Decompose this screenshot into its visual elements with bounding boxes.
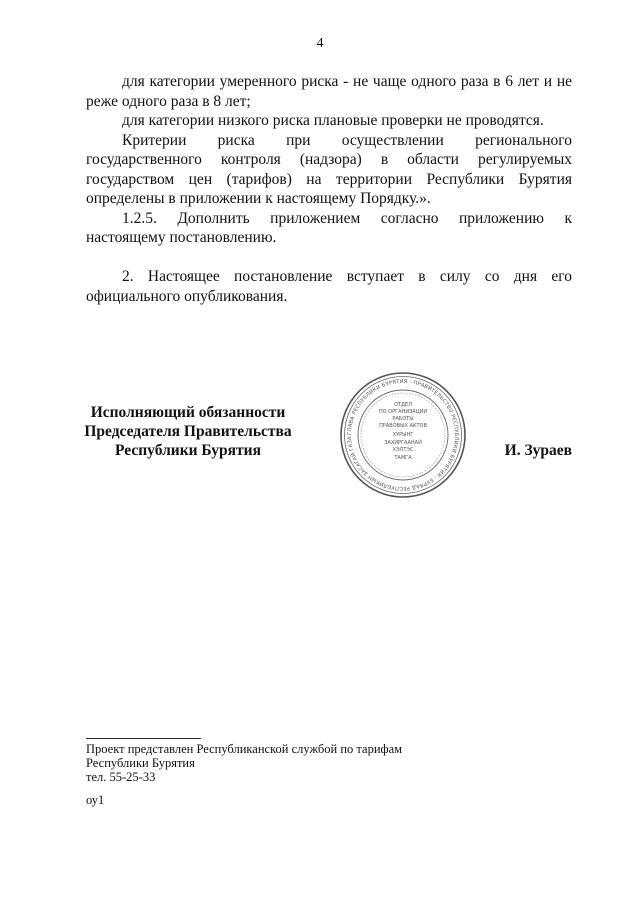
body-text (86, 72, 572, 306)
footnote-line: тел. 55-25-33 (86, 770, 156, 784)
paragraph-moderate-risk: для категории умеренного риска - не чаще одного раза в 6 лет и не реже одного раза в 8 лет; (86, 73, 572, 110)
seal-center-line: ТАМГА (394, 455, 412, 461)
seal-center-line: ПРАВОВЫХ АКТОВ (379, 423, 427, 429)
official-seal-icon (338, 370, 468, 500)
signature-title-line: Председателя Правительства (84, 423, 292, 440)
seal-center-line: ОТДЕЛ (394, 402, 412, 408)
footnote-line: Проект представлен Республиканской службой по тарифам (86, 742, 403, 756)
paragraph-low-risk: для категории низкого риска плановые проверки не проводятся. (122, 112, 544, 129)
signature-title-line: Исполняющий обязанности (90, 404, 286, 421)
seal-center-line: ПО ОРГАНИЗАЦИИ (378, 409, 428, 415)
page-number: 4 (316, 36, 324, 51)
paragraph-risk-criteria: Критерии риска при осуществлении регионального государственного контроля (надзора) в области регулируемых государством цен (тарифов) на территории Республики Бурятия определены в приложении к настоящему Порядку.». (86, 131, 572, 207)
svg-text:ГЛАВА РЕСПУБЛИКИ БУРЯТИЯ · ПРА (338, 370, 459, 491)
paragraph-2-effect: 2. Настоящее постановление вступает в силу со дня его официального опубликования. (86, 268, 572, 305)
signature-title-line: Республики Бурятия (115, 442, 261, 459)
seal-ring-text: ГЛАВА РЕСПУБЛИКИ БУРЯТИЯ · ПРАВИТЕЛЬСТВО РЕСПУБЛИКИ БУРЯТИЯ · БУРЯАД РЕСПУБЛИКЫН ЗАСАГАЙ ГАЗА (346, 378, 460, 492)
seal-center-line: ХУРЫНГ (392, 432, 414, 438)
seal-center-line: ХЭЛТЭС (392, 447, 414, 453)
signatory-name: И. Зураев (504, 442, 572, 459)
paragraph-1-2-5: 1.2.5. Дополнить приложением согласно приложению к настоящему постановлению. (86, 209, 572, 246)
document-code: оу1 (86, 793, 105, 807)
seal-center-line: ЗАХИРГААНАЙ (384, 440, 422, 446)
signature-title (80, 403, 296, 460)
footnote-line: Республики Бурятия (86, 756, 195, 770)
footnote-divider (86, 738, 201, 739)
footnote (86, 742, 402, 784)
seal-center-line: РАБОТЫ (392, 416, 414, 422)
